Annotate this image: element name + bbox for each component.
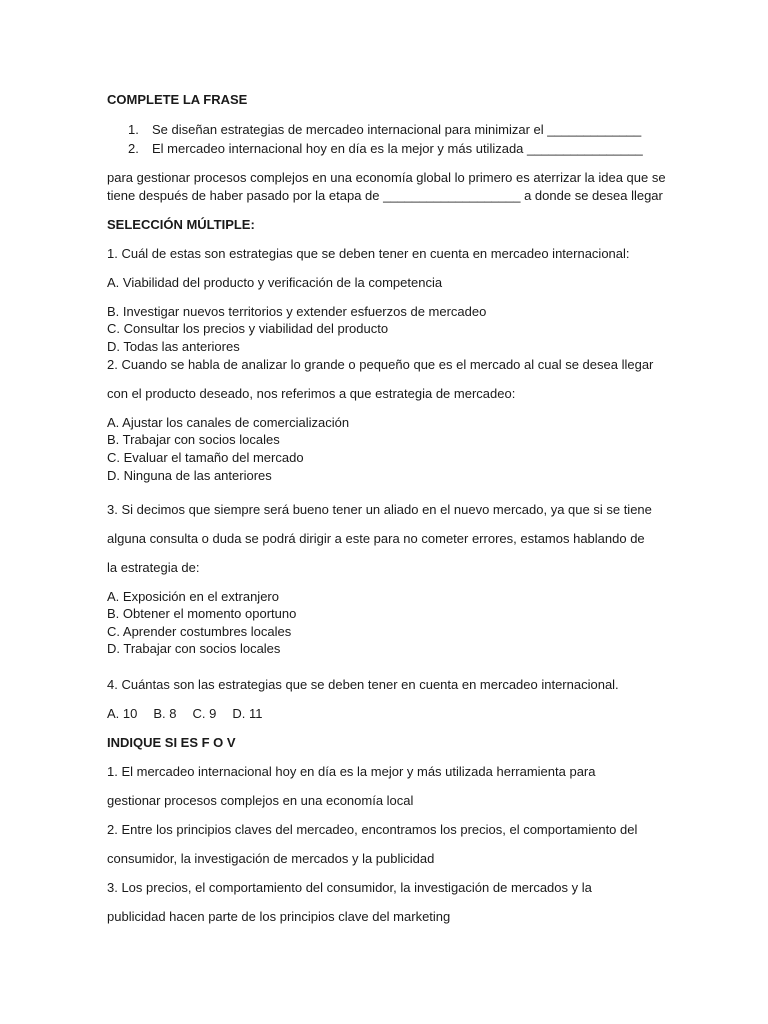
question-3-line: 3. Si decimos que siempre será bueno tener un aliado en el nuevo mercado, ya que si se tiene [107,502,652,517]
paragraph-line: para gestionar procesos complejos en una economía global lo primero es aterrizar la idea que se [107,170,666,185]
paragraph-line: tiene después de haber pasado por la etapa de ___________________ a donde se desea llegar [107,188,663,203]
question-4-options [107,706,278,722]
question-2-line: con el producto deseado, nos referimos a que estrategia de mercadeo: [107,386,516,401]
option-4a: A. 10 [107,706,138,721]
option-1a: A. Viabilidad del producto y verificación de la competencia [107,275,443,290]
option-2a: A. Ajustar los canales de comercialización [107,415,350,430]
question-4: 4. Cuántas son las estrategias que se deben tener en cuenta en mercadeo internacional. [107,677,619,692]
option-3a: A. Exposición en el extranjero [107,589,279,604]
option-1c: C. Consultar los precios y viabilidad del producto [107,321,389,336]
option-2b: B. Trabajar con socios locales [107,432,280,447]
section-heading-fov: INDIQUE SI ES F O V [107,735,236,750]
fov-line: consumidor, la investigación de mercados y la publicidad [107,851,435,866]
question-1: 1. Cuál de estas son estrategias que se deben tener en cuenta en mercadeo internacional: [107,246,630,261]
list-number: 1. [128,122,139,137]
option-4d: D. 11 [232,706,263,721]
section-heading-complete: COMPLETE LA FRASE [107,92,248,107]
fov-line: 2. Entre los principios claves del mercadeo, encontramos los precios, el comportamiento del [107,822,638,837]
list-item: El mercadeo internacional hoy en día es la mejor y más utilizada ________________ [152,141,643,156]
fov-line: 1. El mercadeo internacional hoy en día es la mejor y más utilizada herramienta para [107,764,596,779]
question-3-line: alguna consulta o duda se podrá dirigir a este para no cometer errores, estamos hablando de [107,531,645,546]
question-3-line: la estrategia de: [107,560,200,575]
option-2d: D. Ninguna de las anteriores [107,468,272,483]
list-number: 2. [128,141,139,156]
option-2c: C. Evaluar el tamaño del mercado [107,450,304,465]
section-heading-multiple: SELECCIÓN MÚLTIPLE: [107,217,255,232]
question-2-line: 2. Cuando se habla de analizar lo grande o pequeño que es el mercado al cual se desea llegar [107,357,654,372]
list-item: Se diseñan estrategias de mercadeo internacional para minimizar el _____________ [152,122,642,137]
option-3d: D. Trabajar con socios locales [107,641,281,656]
fov-line: gestionar procesos complejos en una economía local [107,793,414,808]
option-4c: C. 9 [192,706,217,721]
option-1b: B. Investigar nuevos territorios y extender esfuerzos de mercadeo [107,304,487,319]
option-4b: B. 8 [153,706,177,721]
fov-line: publicidad hacen parte de los principios clave del marketing [107,909,451,924]
option-3b: B. Obtener el momento oportuno [107,606,297,621]
option-3c: C. Aprender costumbres locales [107,624,292,639]
fov-line: 3. Los precios, el comportamiento del consumidor, la investigación de mercados y la [107,880,592,895]
option-1d: D. Todas las anteriores [107,339,240,354]
